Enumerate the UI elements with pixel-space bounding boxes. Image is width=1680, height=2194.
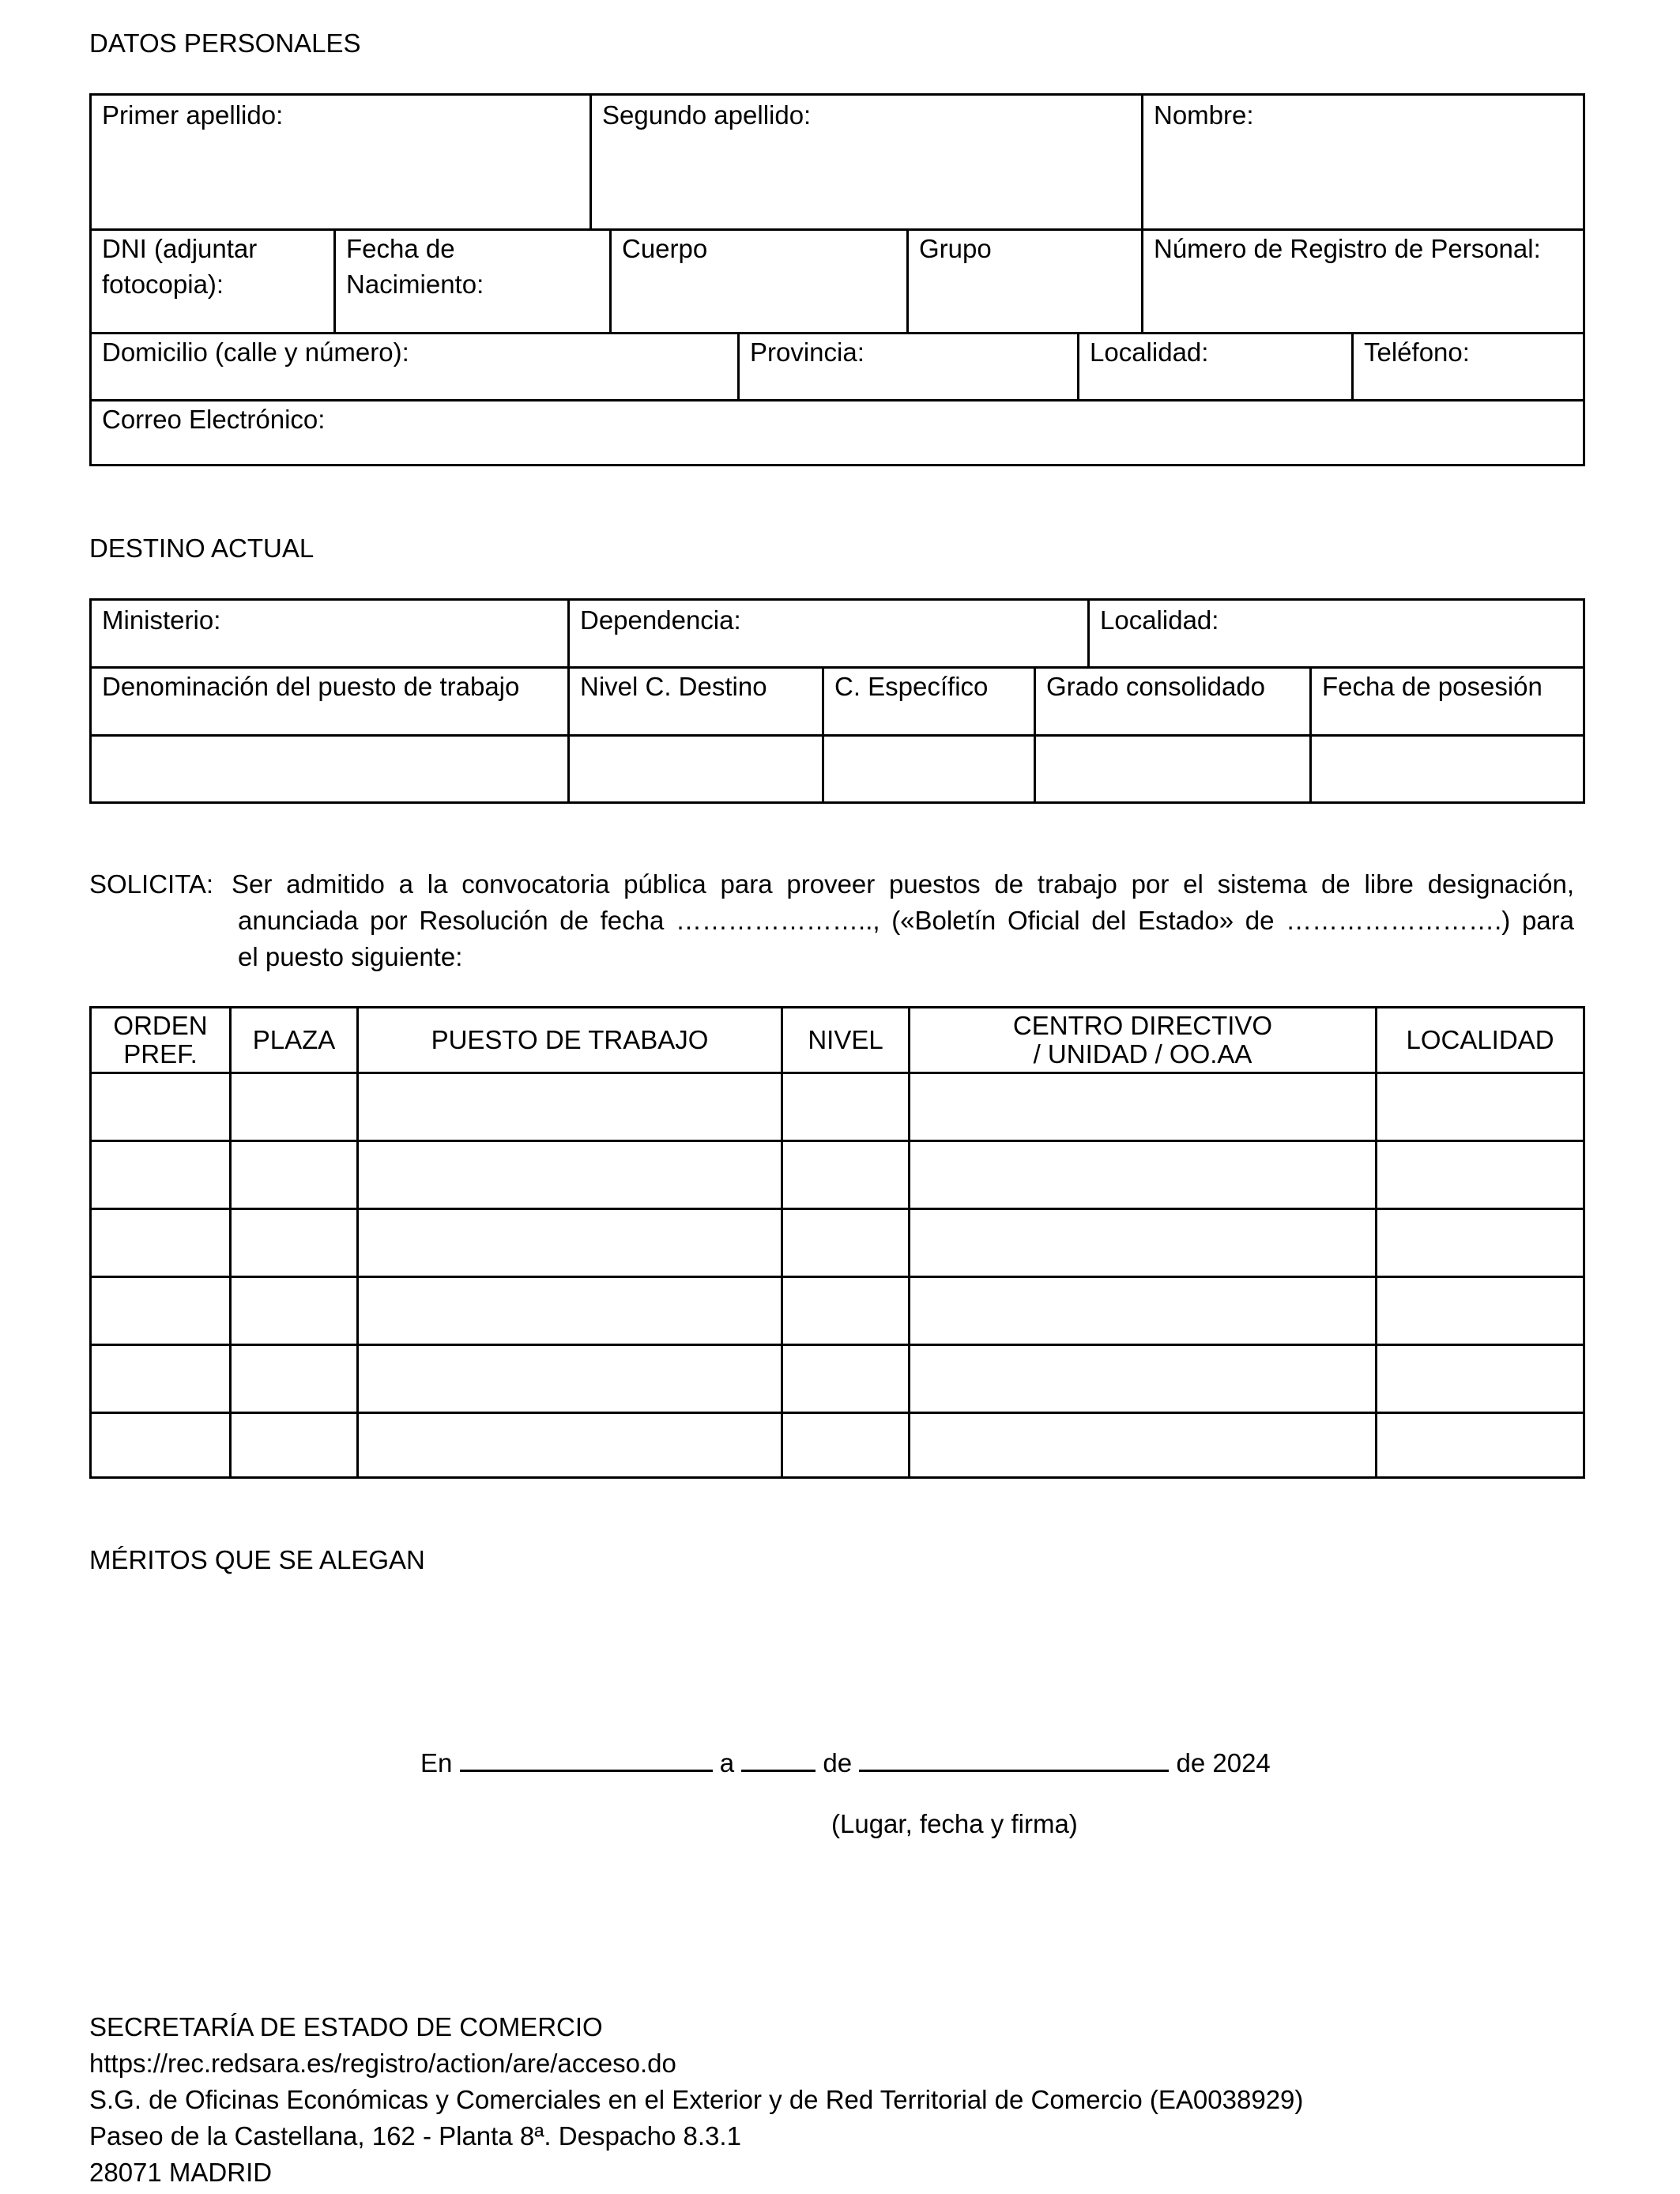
datos-personales-table: [89, 93, 1585, 466]
col-divider: [737, 334, 740, 401]
header-orden-pref: ORDEN PREF.: [113, 1011, 208, 1069]
signature-de: de: [823, 1748, 853, 1777]
destino-actual-heading: DESTINO ACTUAL: [89, 533, 315, 563]
cuerpo-field[interactable]: Cuerpo: [622, 234, 708, 263]
dia-blank[interactable]: [741, 1743, 816, 1772]
table-row[interactable]: [92, 1074, 1583, 1140]
signature-de-year: de 2024: [1176, 1748, 1271, 1777]
solicita-line2: anunciada por Resolución de fecha ………………….., («Boletín Oficial del Estado» de …………………….) para: [238, 906, 1574, 935]
header-plaza: PLAZA: [252, 1025, 336, 1054]
meritos-heading: MÉRITOS QUE SE ALEGAN: [89, 1545, 425, 1574]
fecha-posesion-label: Fecha de posesión: [1322, 672, 1543, 701]
denominacion-input[interactable]: [92, 737, 567, 801]
table-row[interactable]: [92, 1210, 1583, 1276]
header-puesto-trabajo: PUESTO DE TRABAJO: [431, 1025, 709, 1054]
fecha-label-line2: Nacimiento:: [346, 270, 484, 299]
fecha-nacimiento-field[interactable]: [346, 231, 484, 302]
table-row[interactable]: [92, 1142, 1583, 1208]
nivel-destino-label: Nivel C. Destino: [580, 672, 767, 701]
localidad-field[interactable]: Localidad:: [1090, 337, 1209, 367]
ministerio-field[interactable]: Ministerio:: [102, 605, 221, 635]
dni-label-line2: fotocopia):: [102, 270, 224, 299]
solicita-label: SOLICITA:: [89, 869, 214, 899]
signature-caption: (Lugar, fecha y firma): [831, 1809, 1078, 1838]
col-divider: [590, 96, 592, 230]
nombre-field[interactable]: Nombre:: [1154, 100, 1254, 130]
signature-line: [420, 1743, 1271, 1781]
provincia-field[interactable]: Provincia:: [750, 337, 864, 367]
meritos-area[interactable]: [89, 1589, 1585, 1723]
nivel-destino-input[interactable]: [570, 737, 822, 801]
dni-field[interactable]: [102, 231, 257, 302]
fecha-posesion-input[interactable]: [1312, 737, 1583, 801]
puestos-table: [89, 1006, 1585, 1479]
grupo-field[interactable]: Grupo: [919, 234, 992, 263]
denominacion-label: Denominación del puesto de trabajo: [102, 672, 520, 701]
lugar-blank[interactable]: [460, 1743, 713, 1772]
col-divider: [333, 230, 336, 334]
col-divider: [1351, 334, 1354, 401]
grado-input[interactable]: [1036, 737, 1309, 801]
col-divider: [567, 601, 570, 668]
grado-label: Grado consolidado: [1046, 672, 1266, 701]
solicita-line3: el puesto siguiente:: [238, 942, 463, 971]
header-centro-directivo: CENTRO DIRECTIVO / UNIDAD / OO.AA: [1012, 1011, 1273, 1069]
fecha-label-line1: Fecha de: [346, 234, 455, 263]
nrp-field[interactable]: Número de Registro de Personal:: [1154, 234, 1541, 263]
col-divider: [1141, 96, 1143, 334]
footer-url[interactable]: https://rec.redsara.es/registro/action/are/acceso.do: [89, 2049, 676, 2078]
header-nivel: NIVEL: [808, 1025, 883, 1054]
solicita-line1: Ser admitido a la convocatoria pública para proveer puestos de trabajo por el sistema de libre designación,: [232, 869, 1574, 899]
col-divider: [609, 230, 612, 334]
signature-en: En: [420, 1748, 453, 1777]
destino-localidad-field[interactable]: Localidad:: [1100, 605, 1219, 635]
footer-line1: SECRETARÍA DE ESTADO DE COMERCIO: [89, 2012, 603, 2041]
header-localidad: LOCALIDAD: [1406, 1025, 1554, 1054]
dependencia-field[interactable]: Dependencia:: [580, 605, 741, 635]
table-row[interactable]: [92, 1278, 1583, 1344]
c-especifico-input[interactable]: [824, 737, 1034, 801]
dni-label-line1: DNI (adjuntar: [102, 234, 258, 263]
footer-line4: Paseo de la Castellana, 162 - Planta 8ª. Despacho 8.3.1: [89, 2121, 741, 2151]
col-divider: [906, 230, 909, 334]
signature-a: a: [719, 1748, 735, 1777]
primer-apellido-field[interactable]: Primer apellido:: [102, 100, 284, 130]
col-divider: [1087, 601, 1090, 668]
c-especifico-label: C. Específico: [834, 672, 989, 701]
footer-line5: 28071 MADRID: [89, 2158, 273, 2187]
domicilio-field[interactable]: Domicilio (calle y número):: [102, 337, 409, 367]
table-row[interactable]: [92, 1414, 1583, 1476]
footer-line3: S.G. de Oficinas Económicas y Comerciales en el Exterior y de Red Territorial de Comercio (EA0038929): [89, 2085, 1304, 2114]
col-divider: [1077, 334, 1079, 401]
segundo-apellido-field[interactable]: Segundo apellido:: [602, 100, 812, 130]
correo-field[interactable]: Correo Electrónico:: [102, 405, 326, 434]
table-row[interactable]: [92, 1346, 1583, 1412]
telefono-field[interactable]: Teléfono:: [1364, 337, 1470, 367]
mes-blank[interactable]: [859, 1743, 1169, 1772]
datos-personales-heading: DATOS PERSONALES: [89, 28, 361, 58]
destino-actual-table: [89, 598, 1585, 804]
